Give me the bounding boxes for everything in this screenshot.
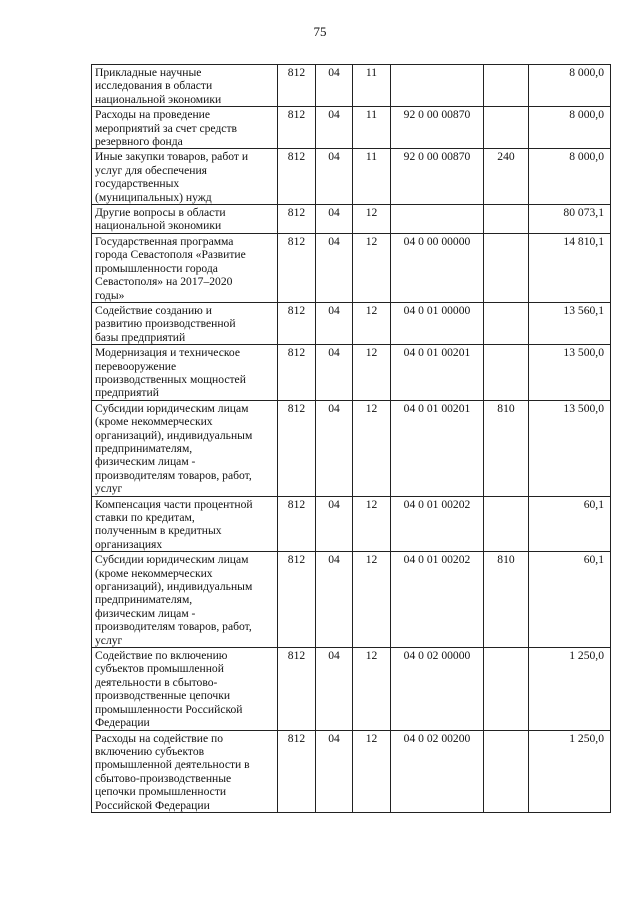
subsection-code-cell: 12	[353, 648, 391, 730]
expense-type-cell	[484, 107, 529, 149]
row-name-line: физическим лицам -	[95, 606, 196, 620]
row-name-cell	[92, 496, 278, 552]
ministry-code-cell: 812	[278, 648, 316, 730]
row-name-line: организаций), индивидуальным	[95, 428, 253, 442]
subsection-code-cell: 12	[353, 205, 391, 234]
amount-cell: 13 500,0	[529, 400, 611, 496]
expense-type-cell	[484, 65, 529, 107]
section-code-cell: 04	[316, 552, 353, 648]
subsection-code-cell: 12	[353, 496, 391, 552]
table-row	[92, 205, 611, 234]
table-row	[92, 345, 611, 401]
section-code-cell: 04	[316, 65, 353, 107]
row-name-line: ставки по кредитам,	[95, 511, 195, 524]
row-name-line: годы»	[95, 288, 125, 302]
table-row	[92, 149, 611, 205]
row-name-line: базы предприятий	[95, 330, 186, 344]
row-name-cell	[92, 400, 278, 496]
row-name-line: Содействие по включению	[95, 649, 228, 663]
amount-cell: 60,1	[529, 552, 611, 648]
row-name-line: Модернизация и техническое	[95, 346, 241, 360]
section-code-cell: 04	[316, 233, 353, 302]
subsection-code-cell: 11	[353, 65, 391, 107]
ministry-code-cell: 812	[278, 107, 316, 149]
expense-type-cell	[484, 345, 529, 401]
row-name-line: предпринимателям,	[95, 593, 193, 607]
expense-type-cell	[484, 205, 529, 234]
row-name-line: перевооружение	[95, 359, 177, 373]
expense-type-cell	[484, 302, 529, 344]
row-name-line: сбытово-производственные	[95, 771, 232, 785]
amount-cell: 8 000,0	[529, 65, 611, 107]
row-name-cell	[92, 107, 278, 149]
row-name-line: (муниципальных) нужд	[95, 190, 212, 204]
ministry-code-cell: 812	[278, 730, 316, 812]
target-article-cell: 92 0 00 00870	[391, 107, 484, 149]
row-name-line: организаций), индивидуальным	[95, 580, 253, 594]
row-name-line: субъектов промышленной	[95, 662, 224, 676]
row-name-line: (кроме некоммерческих	[95, 415, 213, 429]
row-name-cell	[92, 233, 278, 302]
row-name-line: мероприятий за счет средств	[95, 121, 237, 135]
row-name-line: Государственная программа	[95, 234, 234, 248]
subsection-code-cell: 12	[353, 400, 391, 496]
row-name-line: услуг	[95, 633, 123, 647]
section-code-cell: 04	[316, 149, 353, 205]
ministry-code-cell: 812	[278, 345, 316, 401]
section-code-cell: 04	[316, 496, 353, 552]
amount-cell: 13 500,0	[529, 345, 611, 401]
row-name-line: города Севастополя «Развитие	[95, 248, 246, 262]
target-article-cell: 04 0 02 00000	[391, 648, 484, 730]
row-name-line: Субсидии юридическим лицам	[95, 553, 249, 567]
row-name-line: включению субъектов	[95, 744, 205, 758]
row-name-line: Другие вопросы в области	[95, 206, 226, 220]
ministry-code-cell: 812	[278, 552, 316, 648]
row-name-cell	[92, 345, 278, 401]
row-name-line: исследования в области	[95, 79, 213, 93]
row-name-cell	[92, 302, 278, 344]
page-number: 75	[313, 24, 327, 39]
amount-cell: 8 000,0	[529, 149, 611, 205]
amount-cell: 14 810,1	[529, 233, 611, 302]
subsection-code-cell: 12	[353, 302, 391, 344]
section-code-cell: 04	[316, 205, 353, 234]
target-article-cell: 92 0 00 00870	[391, 149, 484, 205]
row-name-line: предприятий	[95, 386, 159, 400]
row-name-cell	[92, 552, 278, 648]
target-article-cell	[391, 205, 484, 234]
row-name-line: организациях	[95, 537, 163, 551]
table-row	[92, 302, 611, 344]
expense-type-cell: 240	[484, 149, 529, 205]
row-name-line: производственные цепочки	[95, 689, 231, 703]
row-name-line: производителям товаров, работ,	[95, 620, 252, 634]
subsection-code-cell: 12	[353, 345, 391, 401]
subsection-code-cell: 12	[353, 730, 391, 812]
target-article-cell: 04 0 02 00200	[391, 730, 484, 812]
row-name-line: резервного фонда	[95, 135, 183, 149]
target-article-cell: 04 0 01 00000	[391, 302, 484, 344]
row-name-line: развитию производственной	[95, 317, 236, 331]
amount-cell: 8 000,0	[529, 107, 611, 149]
section-code-cell: 04	[316, 345, 353, 401]
subsection-code-cell: 11	[353, 107, 391, 149]
table-row	[92, 552, 611, 648]
row-name-line: Расходы на проведение	[95, 108, 211, 122]
row-name-line: предпринимателям,	[95, 441, 193, 455]
row-name-line: Севастополя» на 2017–2020	[95, 275, 233, 289]
row-name-line: деятельности в сбытово-	[95, 675, 218, 689]
row-name-cell	[92, 205, 278, 234]
row-name-line: промышленности города	[95, 261, 218, 275]
target-article-cell: 04 0 01 00201	[391, 345, 484, 401]
target-article-cell	[391, 65, 484, 107]
table-row	[92, 107, 611, 149]
row-name-line: услуг для обеспечения	[95, 163, 207, 177]
expense-type-cell	[484, 648, 529, 730]
row-name-line: физическим лицам -	[95, 455, 196, 469]
target-article-cell: 04 0 01 00202	[391, 496, 484, 552]
subsection-code-cell: 12	[353, 552, 391, 648]
ministry-code-cell: 812	[278, 496, 316, 552]
amount-cell: 80 073,1	[529, 205, 611, 234]
row-name-line: Компенсация части процентной	[95, 497, 253, 511]
target-article-cell: 04 0 01 00201	[391, 400, 484, 496]
table-row	[92, 400, 611, 496]
row-name-line: Федерации	[95, 716, 150, 730]
table-row	[92, 65, 611, 107]
amount-cell: 13 560,1	[529, 302, 611, 344]
target-article-cell: 04 0 00 00000	[391, 233, 484, 302]
table-row	[92, 233, 611, 302]
section-code-cell: 04	[316, 107, 353, 149]
row-name-cell	[92, 648, 278, 730]
section-code-cell: 04	[316, 302, 353, 344]
ministry-code-cell: 812	[278, 400, 316, 496]
table-row	[92, 496, 611, 552]
row-name-cell	[92, 65, 278, 107]
ministry-code-cell: 812	[278, 302, 316, 344]
row-name-line: Субсидии юридическим лицам	[95, 401, 249, 415]
expense-type-cell	[484, 730, 529, 812]
amount-cell: 60,1	[529, 496, 611, 552]
row-name-line: Российской Федерации	[95, 798, 210, 812]
target-article-cell: 04 0 01 00202	[391, 552, 484, 648]
row-name-line: Содействие созданию и	[95, 303, 212, 317]
row-name-line: Иные закупки товаров, работ и	[95, 150, 249, 164]
row-name-line: государственных	[95, 177, 180, 191]
row-name-line: Расходы на содействие по	[95, 731, 224, 745]
row-name-line: услуг	[95, 482, 123, 496]
row-name-line: национальной экономики	[95, 92, 222, 106]
section-code-cell: 04	[316, 400, 353, 496]
row-name-line: производителям товаров, работ,	[95, 468, 252, 482]
expense-type-cell	[484, 496, 529, 552]
row-name-line: полученным в кредитных	[95, 524, 222, 538]
row-name-line: промышленной деятельности в	[95, 758, 250, 772]
ministry-code-cell: 812	[278, 205, 316, 234]
row-name-line: (кроме некоммерческих	[95, 566, 213, 580]
expense-type-cell	[484, 233, 529, 302]
table-row	[92, 730, 611, 812]
row-name-line: Прикладные научные	[95, 66, 202, 79]
amount-cell: 1 250,0	[529, 648, 611, 730]
ministry-code-cell: 812	[278, 65, 316, 107]
row-name-cell	[92, 149, 278, 205]
amount-cell: 1 250,0	[529, 730, 611, 812]
row-name-line: национальной экономики	[95, 219, 222, 233]
expense-type-cell: 810	[484, 552, 529, 648]
table-body	[92, 65, 611, 813]
row-name-cell	[92, 730, 278, 812]
section-code-cell: 04	[316, 730, 353, 812]
row-name-line: промышленности Российской	[95, 702, 243, 716]
budget-table	[91, 64, 611, 813]
subsection-code-cell: 12	[353, 233, 391, 302]
ministry-code-cell: 812	[278, 233, 316, 302]
section-code-cell: 04	[316, 648, 353, 730]
table-row	[92, 648, 611, 730]
ministry-code-cell: 812	[278, 149, 316, 205]
row-name-line: производственных мощностей	[95, 372, 246, 386]
subsection-code-cell: 11	[353, 149, 391, 205]
expense-type-cell: 810	[484, 400, 529, 496]
row-name-line: цепочки промышленности	[95, 785, 227, 799]
